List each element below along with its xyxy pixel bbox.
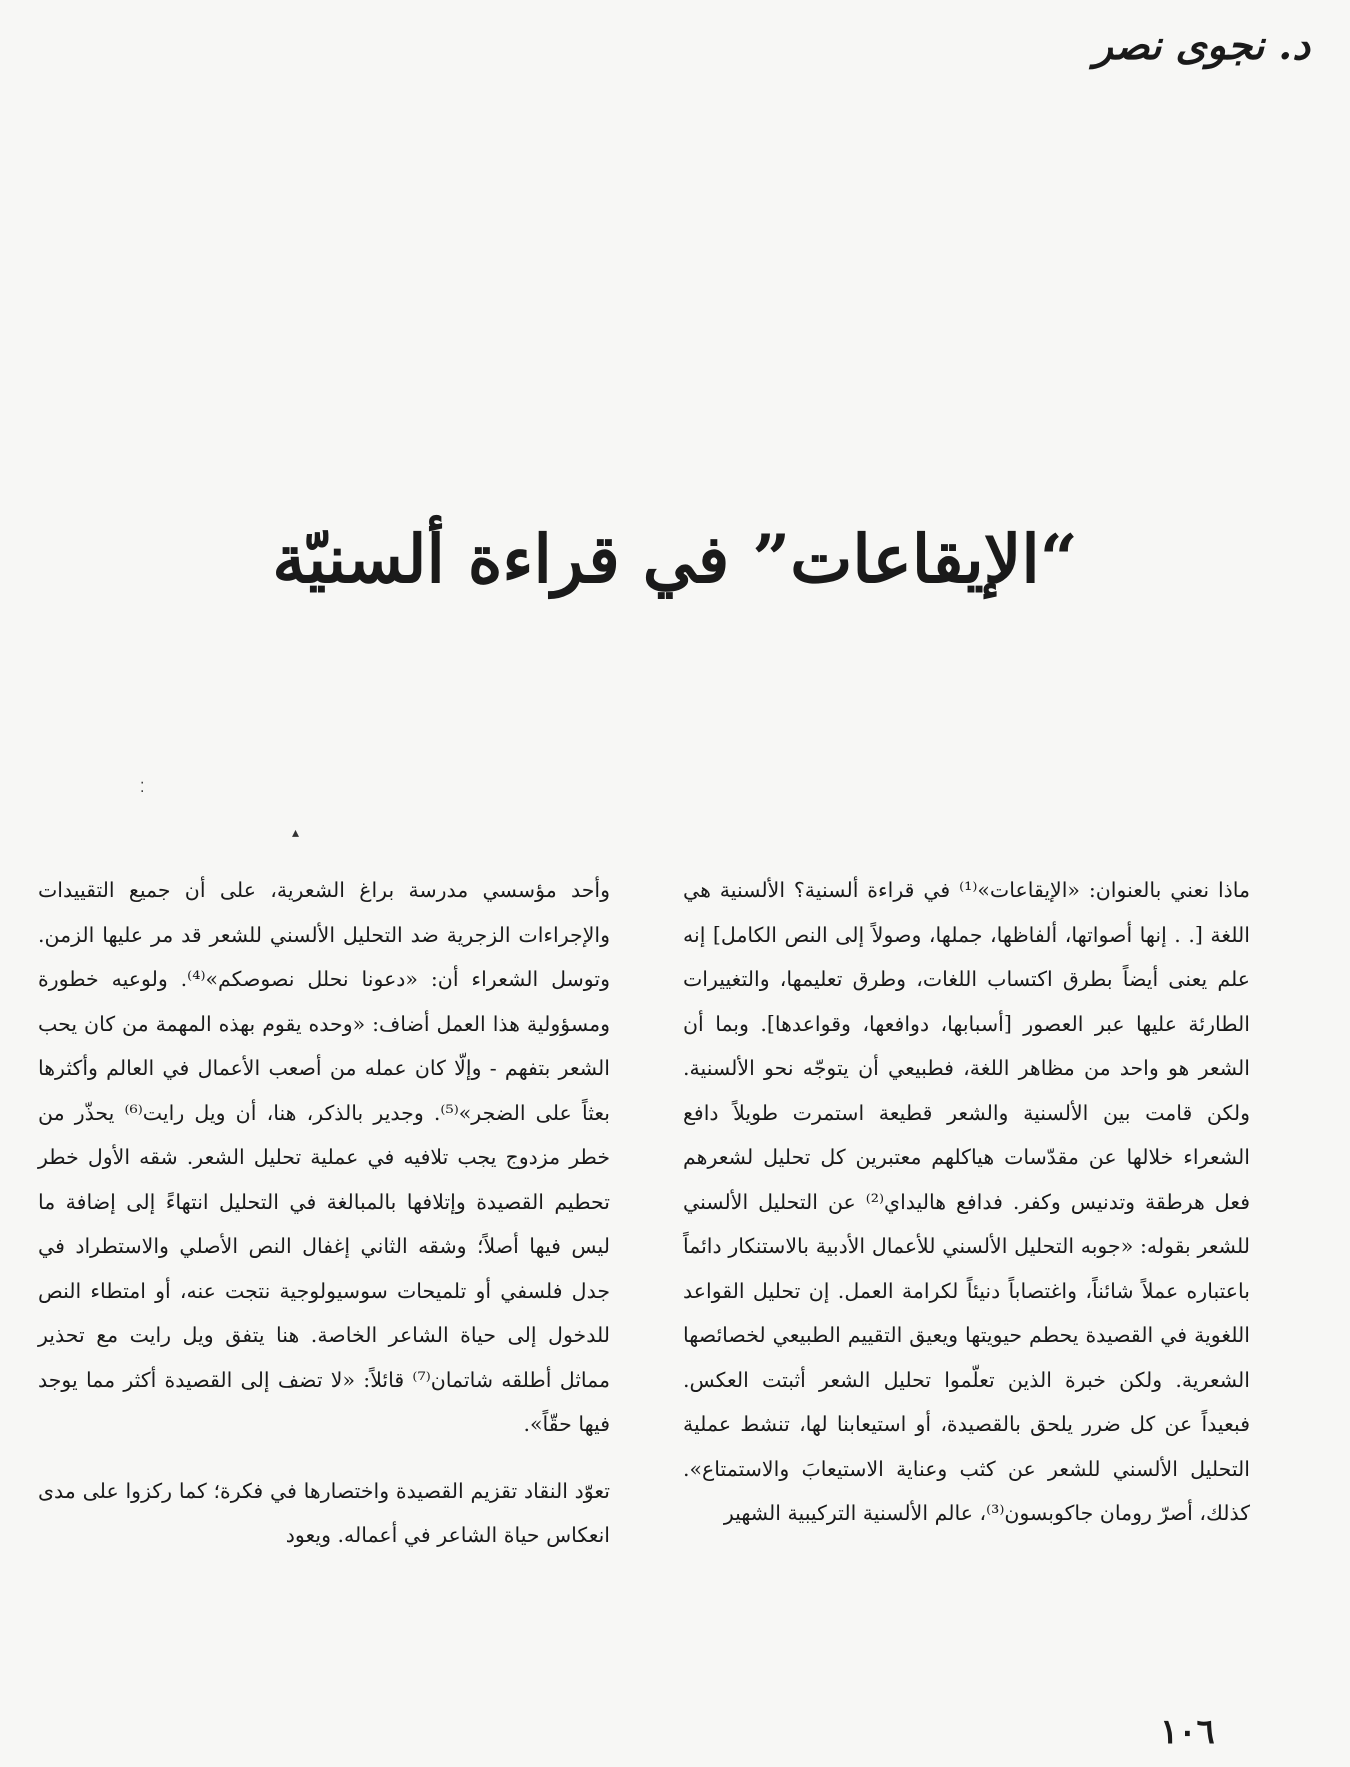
article-title: “الإيقاعات” في قراءة ألسنيّة xyxy=(272,520,1078,598)
author-name: د. نجوى نصر xyxy=(1093,22,1310,69)
paragraph: تعوّد النقاد تقزيم القصيدة واختصارها في فكرة؛ كما ركزوا على مدى انعكاس حياة الشاعر في أعماله. ويعود xyxy=(38,1478,610,1547)
paragraph: وأحد مؤسسي مدرسة براغ الشعرية، على أن جميع التقييدات والإجراءات الزجرية ضد التحليل الألسني للشعر قد مر عليها الزمن. وتوسل الشعراء أن: «دعونا نحلل نصوصكم»⁽⁴⁾. ولوعيه خطورة ومسؤولية هذا العمل أضاف: «وحده يقوم بهذه المهمة من كان يحب الشعر بتفهم - وإلّا كان عمله من أصعب الأعمال في العالم وأكثرها بعثاً على الضجر»⁽⁵⁾. وجدير بالذكر، هنا، أن ويل رايت⁽⁶⁾ يحذّر من خطر مزدوج يجب تلافيه في عملية تحليل الشعر. شقه الأول خطر تحطيم القصيدة وإتلافها بالمبالغة في التحليل انتهاءً إلى إضافة ما ليس فيها أصلاً؛ وشقه الثاني إغفال النص الأصلي والاستطراد في جدل فلسفي أو تلميحات سوسيولوجية نتجت عنه، أو امتطاء النص للدخول إلى حياة الشاعر الخاصة. هنا يتفق ويل رايت مع تحذير مماثل أطلقه شاتمان⁽⁷⁾ قائلاً: «لا تضف إلى القصيدة أكثر مما يوجد فيها حقّاً». xyxy=(38,878,611,1436)
paragraph: ماذا نعني بالعنوان: «الإيقاعات»⁽¹⁾ في قراءة ألسنية؟ الألسنية هي اللغة [. . إنها أصواتها، ألفاظها، جملها، وصولاً إلى النص الكامل] إنه علم يعنى أيضاً بطرق اكتساب اللغات، وطرق تعليمها، والتغييرات الطارئة عليها عبر العصور [أسبابها، دوافعها، وقواعدها]. وبما أن الشعر هو واحد من مظاهر اللغة، فطبيعي أن يتوجّه نحو الألسنية. ولكن قامت بين الألسنية والشعر قطيعة استمرت طويلاً دافع الشعراء خلالها عن مقدّسات هياكلهم معتبرين كل تحليل لشعرهم فعل هرطقة وتدنيس وكفر. فدافع هاليداي⁽²⁾ عن التحليل الألسني للشعر بقوله: «جوبه التحليل الألسني للأعمال الأدبية بالاستنكار دائماً باعتباره عملاً شائناً، واغتصاباً دنيئاً لكرامة العمل. إن تحليل القواعد اللغوية في القصيدة يحطم حيويتها ويعيق التقييم الطبيعي لخصائصها الشعرية. ولكن خبرة الذين تعلّموا تحليل الشعر أثبتت العكس. فبعيداً عن كل ضرر يلحق بالقصيدة، أو استيعابنا لها، تنشط عملية التحليل الألسني للشعر عن كثب وعناية الاستيعابَ والاستمتاع». كذلك، أصرّ رومان جاكوبسون⁽³⁾، عالم الألسنية التركيبية الشهير xyxy=(683,878,1250,1525)
scan-speck: ▴ xyxy=(292,825,300,841)
scan-speck: ⁚ xyxy=(140,780,145,796)
text-column-right xyxy=(683,868,1250,1536)
text-column-left xyxy=(38,868,610,1558)
page-number: ١٠٦ xyxy=(1160,1712,1215,1752)
